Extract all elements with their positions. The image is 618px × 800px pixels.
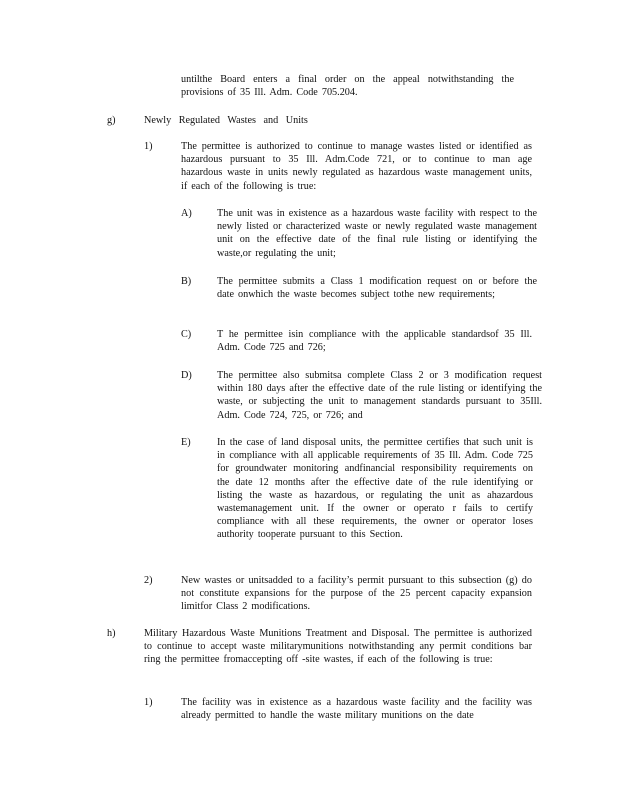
g-item-1-B-text: The permittee submits a Class 1 modification request on or before the date onwhich the waste becomes subject tothe new requirements; — [217, 276, 537, 301]
section-h-label: h) — [107, 628, 116, 639]
g-item-1-B-label: B) — [181, 276, 192, 287]
g-item-1-E-text: In the case of land disposal units, the permittee certifies that such unit is in compliance with all applicable requirements of 35 Ill. Adm. Code 725 for groundwater monitoring andfinancial responsibility requirements on the date 12 months after the effective date of the rule identifying or listing the waste as hazardous, or regulating the unit as ahazardous wastemanagement unit. If the owner or operato r fails to certify compliance with all these requirements, the owner or operator loses authority tooperate pursuant to this Section. — [217, 437, 533, 541]
section-g-heading: Newly Regulated Wastes and Units — [144, 115, 308, 126]
g-item-1-A-label: A) — [181, 208, 192, 219]
g-item-2-label: 2) — [144, 575, 153, 586]
section-h-text: Military Hazardous Waste Munitions Treatment and Disposal. The permittee is authorized to continue to accept waste militarymunitions notwithstanding any permit conditions bar ring the permittee fromaccepting off -site wastes, if each of the following is true: — [144, 628, 532, 666]
g-item-1-D-label: D) — [181, 370, 192, 381]
g-item-1-C-text: T he permittee isin compliance with the applicable standardsof 35 Ill. Adm. Code 725 and 726; — [217, 329, 532, 354]
h-item-1-label: 1) — [144, 697, 153, 708]
section-g-label: g) — [107, 115, 116, 126]
g-item-1-D-text: The permittee also submitsa complete Class 2 or 3 modification request within 180 days after the effective date of the rule listing or identifying the waste, or subjecting the unit to management standards pursuant to 35Ill. Adm. Code 724, 725, or 726; and — [217, 370, 542, 421]
g-item-2-text: New wastes or unitsadded to a facility’s permit pursuant to this subsection (g) do not constitute expansions for the purpose of the 25 percent capacity expansion limitfor Class 2 modifications. — [181, 575, 532, 613]
g-item-1-text: The permittee is authorized to continue to manage wastes listed or identified as hazardous pursuant to 35 Ill. Adm.Code 721, or to continue to man age hazardous waste in units newly regulated as hazardous waste management units, if each of the following is true: — [181, 141, 532, 192]
g-item-1-label: 1) — [144, 141, 153, 152]
h-item-1-text: The facility was in existence as a hazardous waste facility and the facility was already permitted to handle the waste military munitions on the date — [181, 697, 532, 722]
continuation-paragraph: untilthe Board enters a final order on the appeal notwithstanding the provisions of 35 Ill. Adm. Code 705.204. — [181, 74, 514, 99]
g-item-1-E-label: E) — [181, 437, 191, 448]
g-item-1-A-text: The unit was in existence as a hazardous waste facility with respect to the newly listed or characterized waste or newly regulated waste management unit on the effective date of the final rule listing or identifying the waste,or regulating the unit; — [217, 208, 537, 259]
g-item-1-C-label: C) — [181, 329, 192, 340]
